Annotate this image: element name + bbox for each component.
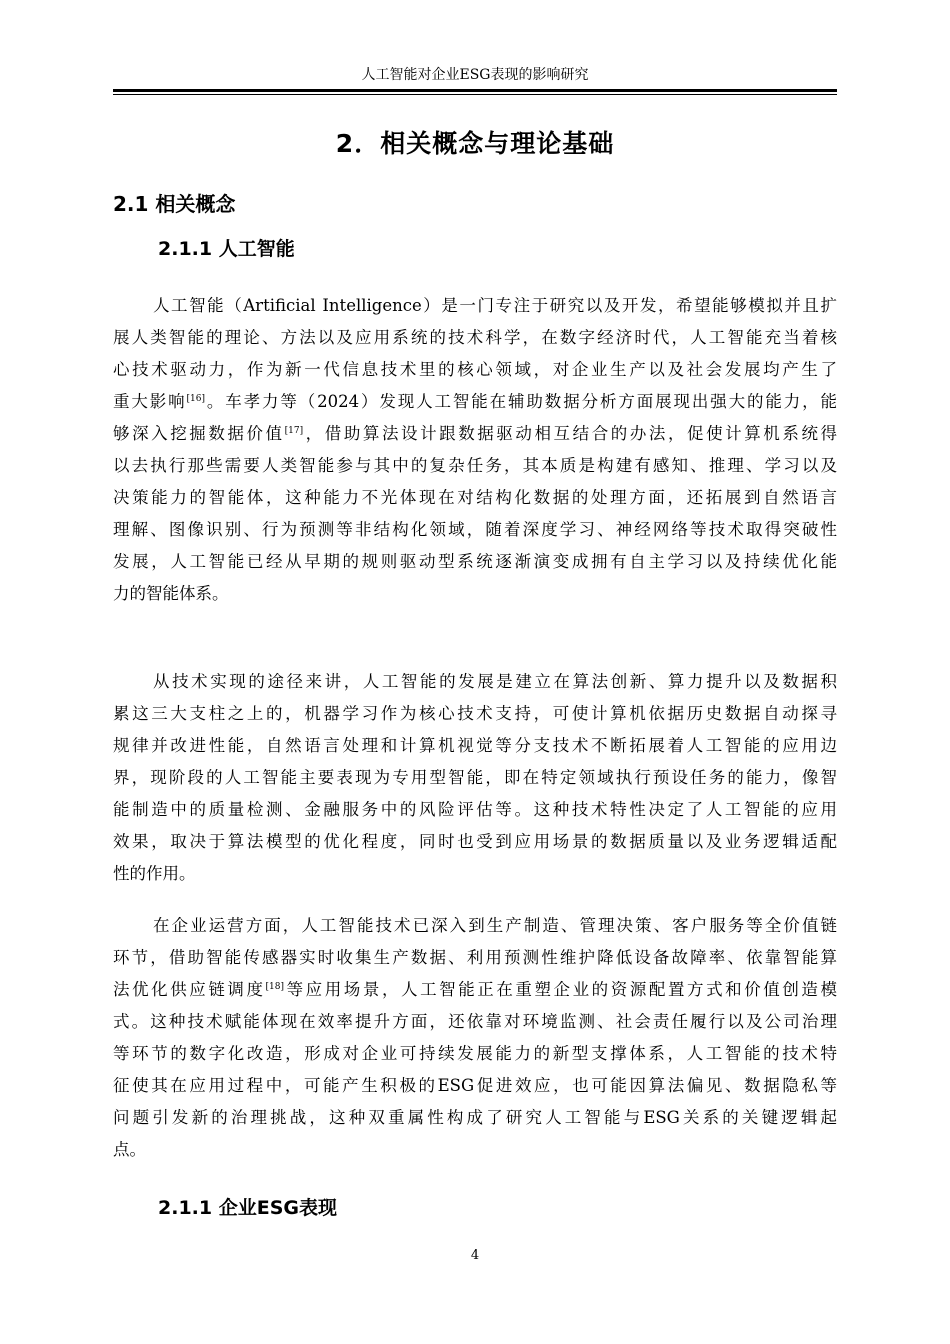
header-rule [113,89,837,92]
paragraph-1 [113,290,837,610]
paragraph-line: 以去执行那些需要人类智能参与其中的复杂任务，其本质是构建有感知、推理、学习以及 [113,456,837,475]
page-number: 4 [470,1248,480,1263]
paragraph-line: 展人类智能的理论、方法以及应用系统的技术科学，在数字经济时代，人工智能充当着核 [113,328,837,347]
paragraph-line: 效果，取决于算法模型的优化程度，同时也受到应用场景的数据质量以及业务逻辑适配 [113,832,837,851]
citation-18: [18] [265,982,285,992]
paragraph-3 [113,910,837,1166]
paragraph-line: 累这三大支柱之上的，机器学习作为核心技术支持，可使计算机依据历史数据自动探寻 [113,704,837,723]
paragraph-line: 点。 [113,1140,146,1159]
paragraph-line: 从技术实现的途径来讲，人工智能的发展是建立在算法创新、算力提升以及数据积 [153,672,837,691]
paragraph-line: 环节，借助智能传感器实时收集生产数据、利用预测性维护降低设备故障率、依靠智能算 [113,948,837,967]
paragraph-line: 问题引发新的治理挑战，这种双重属性构成了研究人工智能与ESG关系的关键逻辑起 [113,1108,837,1127]
citation-16: [16] [186,394,205,404]
paragraph-line [113,974,837,1006]
chapter-title: 2．相关概念与理论基础 [335,129,615,158]
paragraph-line [113,418,837,450]
header-rule-thin [113,94,837,95]
paragraph-line: 性的作用。 [113,864,196,883]
paragraph-line: 能制造中的质量检测、金融服务中的风险评估等。这种技术特性决定了人工智能的应用 [113,800,837,819]
paragraph-line: 式。这种技术赋能体现在效率提升方面，还依靠对环境监测、社会责任履行以及公司治理 [113,1012,837,1031]
section-heading-2-1: 2.1 相关概念 [113,192,236,216]
paragraph-line: 理解、图像识别、行为预测等非结构化领域，随着深度学习、神经网络等技术取得突破性 [113,520,837,539]
line-text: 法优化供应链调度 [113,980,266,999]
line-text: 等应用场景，人工智能正在重塑企业的资源配置方式和价值创造模 [284,980,838,999]
section-heading-2-1-1: 2.1.1 人工智能 [158,238,295,260]
paragraph-line [113,386,837,418]
paragraph-line: 决策能力的智能体，这种能力不光体现在对结构化数据的处理方面，还拓展到自然语言 [113,488,837,507]
paragraph-line: 规律并改进性能，自然语言处理和计算机视觉等分支技术不断拓展着人工智能的应用边 [113,736,837,755]
paragraph-line: 心技术驱动力，作为新一代信息技术里的核心领域，对企业生产以及社会发展均产生了 [113,360,837,379]
paragraph-line: 发展，人工智能已经从早期的规则驱动型系统逐渐演变成拥有自主学习以及持续优化能 [113,552,837,571]
paragraph-line: 在企业运营方面，人工智能技术已深入到生产制造、管理决策、客户服务等全价值链 [153,916,837,935]
paragraph-line: 界，现阶段的人工智能主要表现为专用型智能，即在特定领域执行预设任务的能力，像智 [113,768,837,787]
line-text: ，借助算法设计跟数据驱动相互结合的办法，促使计算机系统得 [303,424,838,443]
paragraph-line: 征使其在应用过程中，可能产生积极的ESG促进效应，也可能因算法偏见、数据隐私等 [113,1076,837,1095]
paragraph-line: 等环节的数字化改造，形成对企业可持续发展能力的新型支撑体系，人工智能的技术特 [113,1044,837,1063]
line-text: 够深入挖掘数据价值 [113,424,285,443]
citation-17: [17] [284,426,304,436]
paragraph-2 [113,666,837,890]
paragraph-line: 人工智能（Artificial Intelligence）是一门专注于研究以及开发，希望能够模拟并且扩 [153,296,837,315]
paragraph-line: 力的智能体系。 [113,584,229,603]
line-text: 重大影响 [113,392,187,411]
line-text: 。车孝力等（2024）发现人工智能在辅助数据分析方面展现出强大的能力，能 [205,392,837,411]
section-heading-2-1-1-esg: 2.1.1 企业ESG表现 [158,1197,337,1219]
running-header: 人工智能对企业ESG表现的影响研究 [361,67,589,83]
